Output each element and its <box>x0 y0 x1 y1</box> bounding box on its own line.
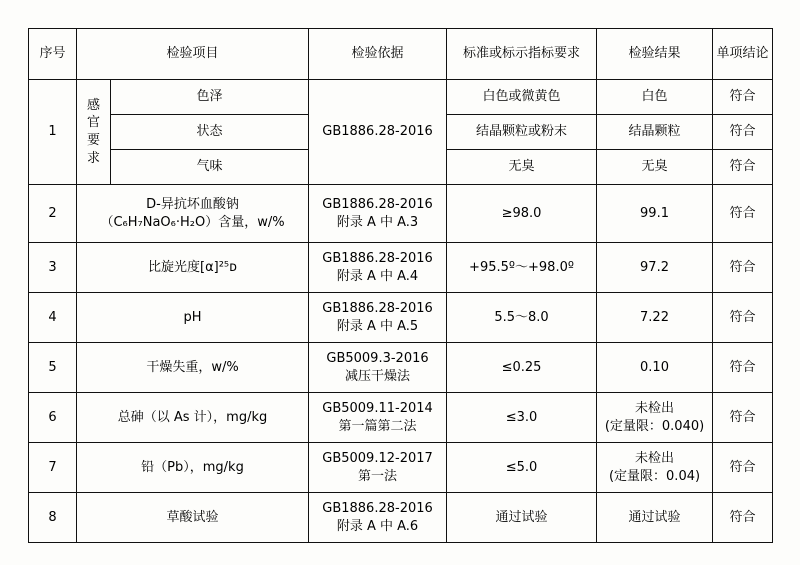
row-result-7 <box>597 443 713 493</box>
table-row <box>29 243 773 293</box>
table-header-row <box>29 29 773 80</box>
sensory-label-char-4: 求 <box>86 150 100 166</box>
inspection-results-table <box>28 28 773 543</box>
row-conclusion-4: 符合 <box>713 293 773 343</box>
sensory-result: 白色 <box>597 80 713 115</box>
row-result-line2: (定量限：0.040) <box>604 418 705 434</box>
row-requirement-5: ≤0.25 <box>447 343 597 393</box>
row-basis-8 <box>309 493 447 543</box>
row-basis-line1: GB1886.28-2016 <box>322 500 433 516</box>
row-requirement-2: ≥98.0 <box>447 185 597 243</box>
row-basis-line2: 附录 A 中 A.3 <box>336 214 419 230</box>
sensory-requirement: 结晶颗粒或粉末 <box>447 115 597 150</box>
header-basis: 检验依据 <box>309 29 447 80</box>
row-basis-line2: 第一法 <box>358 468 398 484</box>
row-basis-3 <box>309 243 447 293</box>
sensory-item-name: 状态 <box>111 115 309 150</box>
row-no-6: 6 <box>29 393 77 443</box>
header-result: 检验结果 <box>597 29 713 80</box>
sensory-conclusion: 符合 <box>713 150 773 185</box>
row-item-7: 铅（Pb），mg/kg <box>77 443 309 493</box>
row-basis-line1: GB5009.3-2016 <box>326 350 429 366</box>
row-conclusion-8: 符合 <box>713 493 773 543</box>
row-basis-5 <box>309 343 447 393</box>
header-conclusion: 单项结论 <box>713 29 773 80</box>
row-basis-line1: GB5009.11-2014 <box>322 400 433 416</box>
row-item-6: 总砷（以 As 计），mg/kg <box>77 393 309 443</box>
table-row <box>29 443 773 493</box>
row-conclusion-3: 符合 <box>713 243 773 293</box>
header-requirement: 标准或标示指标要求 <box>447 29 597 80</box>
sensory-basis: GB1886.28-2016 <box>309 80 447 185</box>
row-result-5: 0.10 <box>597 343 713 393</box>
row-basis-line1: GB1886.28-2016 <box>322 196 433 212</box>
row-result-6 <box>597 393 713 443</box>
row-conclusion-6: 符合 <box>713 393 773 443</box>
header-item: 检验项目 <box>77 29 309 80</box>
table-row <box>29 393 773 443</box>
row-basis-line1: GB1886.28-2016 <box>322 300 433 316</box>
row-conclusion-2: 符合 <box>713 185 773 243</box>
row-no-2: 2 <box>29 185 77 243</box>
row-no-3: 3 <box>29 243 77 293</box>
row-basis-line2: 减压干燥法 <box>345 368 411 384</box>
table-row <box>29 185 773 243</box>
row-result-line2: (定量限：0.04) <box>608 468 701 484</box>
sensory-item-name: 气味 <box>111 150 309 185</box>
sensory-group-label <box>77 80 111 185</box>
sensory-result: 无臭 <box>597 150 713 185</box>
row-result-line1: 未检出 <box>635 450 675 466</box>
sensory-item-name: 色泽 <box>111 80 309 115</box>
row-result-8: 通过试验 <box>597 493 713 543</box>
row-result-2: 99.1 <box>597 185 713 243</box>
sensory-label-char-1: 感 <box>86 97 100 113</box>
sensory-conclusion: 符合 <box>713 80 773 115</box>
sensory-result: 结晶颗粒 <box>597 115 713 150</box>
row-basis-line1: GB5009.12-2017 <box>322 450 433 466</box>
row-no-7: 7 <box>29 443 77 493</box>
row-item-line1: D-异抗坏血酸钠 <box>146 196 239 212</box>
row-basis-7 <box>309 443 447 493</box>
row-item-5: 干燥失重，w/% <box>77 343 309 393</box>
row-basis-line2: 附录 A 中 A.5 <box>336 318 419 334</box>
row-requirement-3: +95.5º～+98.0º <box>447 243 597 293</box>
row-basis-line2: 第一篇第二法 <box>338 418 417 434</box>
row-item-4: pH <box>77 293 309 343</box>
row-no-5: 5 <box>29 343 77 393</box>
sensory-label-char-3: 要 <box>86 133 100 148</box>
row-conclusion-7: 符合 <box>713 443 773 493</box>
table-row <box>29 80 773 115</box>
row-no-8: 8 <box>29 493 77 543</box>
row-result-line1: 未检出 <box>635 400 675 416</box>
table-row <box>29 493 773 543</box>
row-item-8: 草酸试验 <box>77 493 309 543</box>
row-requirement-6: ≤3.0 <box>447 393 597 443</box>
sensory-conclusion: 符合 <box>713 115 773 150</box>
row-item-3: 比旋光度[α]²⁵ᴅ <box>77 243 309 293</box>
row-requirement-7: ≤5.0 <box>447 443 597 493</box>
row-no-1: 1 <box>29 80 77 185</box>
row-item-2 <box>77 185 309 243</box>
row-basis-line1: GB1886.28-2016 <box>322 250 433 266</box>
row-basis-line2: 附录 A 中 A.6 <box>336 518 419 534</box>
row-basis-6 <box>309 393 447 443</box>
header-no: 序号 <box>29 29 77 80</box>
row-no-4: 4 <box>29 293 77 343</box>
table-row <box>29 343 773 393</box>
row-requirement-8: 通过试验 <box>447 493 597 543</box>
row-requirement-4: 5.5～8.0 <box>447 293 597 343</box>
row-basis-line2: 附录 A 中 A.4 <box>336 268 419 284</box>
row-basis-2 <box>309 185 447 243</box>
row-conclusion-5: 符合 <box>713 343 773 393</box>
table-row <box>29 293 773 343</box>
row-item-line2: （C₆H₇NaO₆·H₂O）含量，w/% <box>100 214 285 230</box>
row-basis-4 <box>309 293 447 343</box>
row-result-4: 7.22 <box>597 293 713 343</box>
row-result-3: 97.2 <box>597 243 713 293</box>
sensory-label-char-2: 官 <box>86 115 100 131</box>
sensory-requirement: 无臭 <box>447 150 597 185</box>
sensory-requirement: 白色或微黄色 <box>447 80 597 115</box>
